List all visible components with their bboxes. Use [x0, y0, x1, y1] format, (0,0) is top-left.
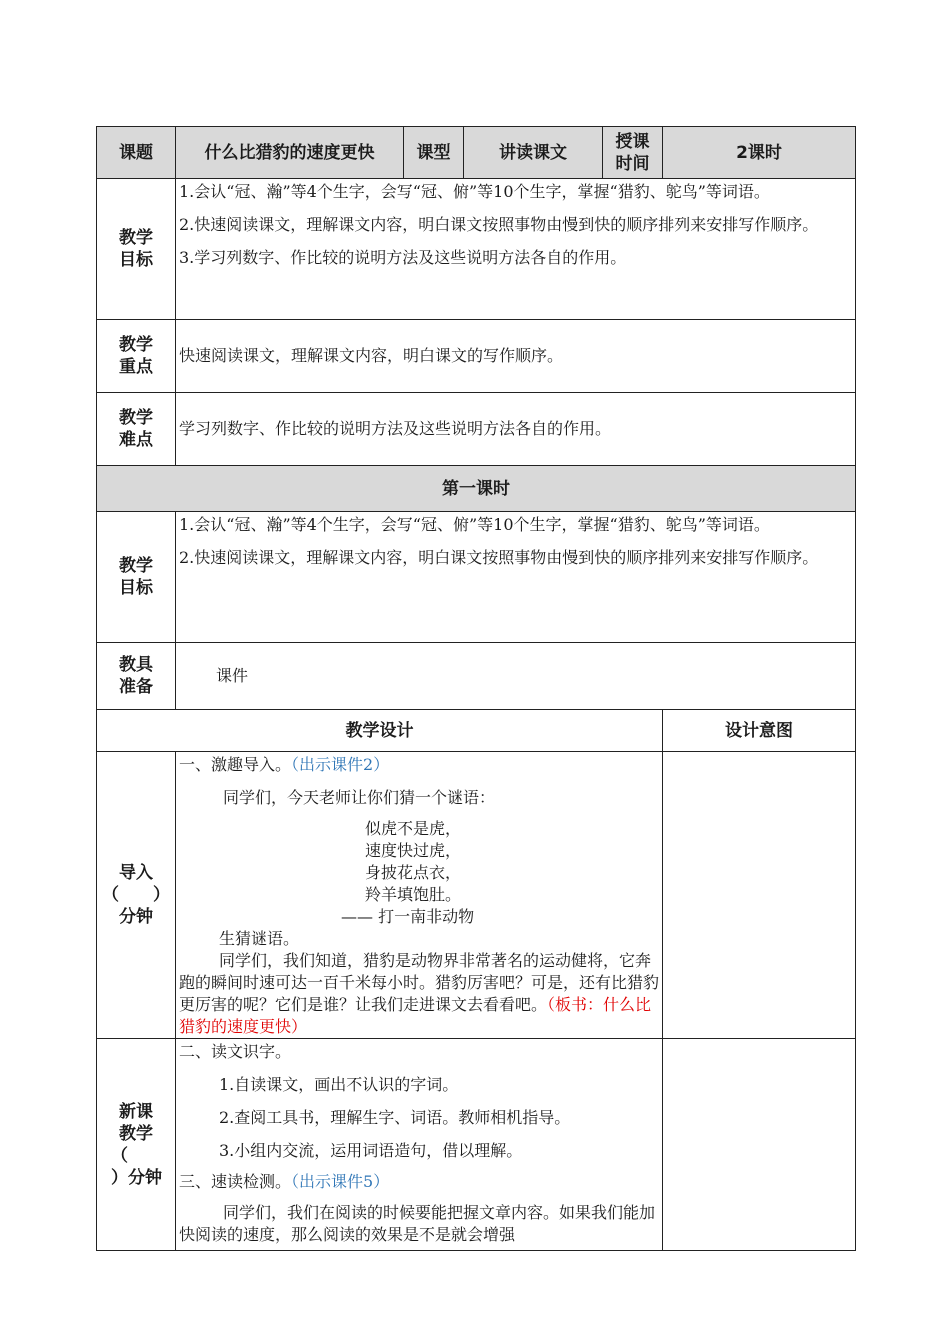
intro-content — [176, 752, 663, 1039]
intro-label-line2: （ ） — [102, 885, 170, 905]
intro-para-text: 同学们，我们知道，猎豹是动物界非常著名的运动健将，它奔跑的瞬间时速可达一百千米每小时。猎豹厉害吧？可是，还有比猎豹更厉害的呢？它们是谁？让我们走进课文去看看吧。 — [179, 951, 660, 1014]
difficulties-label — [97, 393, 176, 466]
new-lesson-intent — [663, 1039, 856, 1251]
time-label-line2: 时间 — [615, 153, 650, 174]
time-value: 2课时 — [663, 127, 856, 179]
goals-row — [97, 179, 856, 320]
riddle-line: 羚羊填饱肚。 — [365, 885, 462, 904]
time-label-line1: 授课 — [615, 131, 650, 152]
goal-item: 2.快速阅读课文，理解课文内容，明白课文按照事物由慢到快的顺序排列来安排写作顺序。 — [179, 548, 819, 567]
new-lesson-paragraph: 同学们，我们在阅读的时候要能把握文章内容。如果我们能加快阅读的速度，那么阅读的效果是不是就会增强 — [179, 1203, 656, 1244]
topic-title: 什么比猎豹的速度更快 — [176, 127, 404, 179]
goals-label — [97, 179, 176, 320]
first-goals-content — [176, 512, 856, 643]
riddle-line: 速度快过虎， — [365, 841, 462, 860]
design-header-row — [97, 710, 856, 752]
new-lesson-content — [176, 1039, 663, 1251]
intro-intent — [663, 752, 856, 1039]
goal-item: 1.会认“冠、瀚”等4个生字，会写“冠、俯”等10个生字，掌握“猎豹、鸵鸟”等词语。 — [179, 182, 770, 201]
new-lesson-label-line4: ）分钟 — [111, 1167, 162, 1188]
first-lesson-title: 第一课时 — [97, 466, 856, 512]
intro-guess: 生猜谜语。 — [219, 929, 300, 948]
design-col-title: 教学设计 — [97, 710, 663, 752]
goals-label-line1: 教学 — [119, 228, 153, 248]
tools-label-line1: 教具 — [119, 655, 153, 675]
new-lesson-label-line3: （ — [111, 1145, 128, 1166]
key-points-text: 快速阅读课文，理解课文内容，明白课文的写作顺序。 — [176, 320, 856, 393]
intro-heading-note: （出示课件2） — [291, 755, 390, 774]
tools-row — [97, 643, 856, 710]
first-goals-label — [97, 512, 176, 643]
riddle-block — [179, 818, 660, 928]
key-points-label-line2: 重点 — [119, 357, 153, 377]
heading2-text: 三、速读检测。 — [179, 1172, 292, 1191]
goal-item: 1.会认“冠、瀚”等4个生字，会写“冠、俯”等10个生字，掌握“猎豹、鸵鸟”等词语。 — [179, 515, 770, 534]
riddle-hint: —— 打一南非动物 — [341, 907, 475, 926]
intro-heading — [179, 754, 660, 776]
intro-label-line3: 分钟 — [119, 907, 153, 927]
new-lesson-heading: 二、读文识字。 — [179, 1042, 292, 1061]
key-points-label-line1: 教学 — [119, 335, 153, 355]
intent-col-title: 设计意图 — [663, 710, 856, 752]
goals-label-line2: 目标 — [119, 250, 153, 270]
goals-content — [176, 179, 856, 320]
new-lesson-row — [97, 1039, 856, 1251]
lesson-plan-table — [96, 126, 856, 1251]
step-item: 1.自读课文，画出不认识的字词。 — [219, 1075, 459, 1094]
difficulties-label-line1: 教学 — [119, 408, 153, 428]
time-label — [603, 127, 663, 179]
new-lesson-label — [97, 1039, 176, 1251]
goal-item: 2.快速阅读课文，理解课文内容，明白课文按照事物由慢到快的顺序排列来安排写作顺序。 — [179, 215, 819, 234]
goal-item: 3.学习列数字、作比较的说明方法及这些说明方法各自的作用。 — [179, 248, 627, 267]
intro-label-line1: 导入 — [119, 863, 153, 883]
type-value: 讲读课文 — [464, 127, 603, 179]
first-lesson-row — [97, 466, 856, 512]
intro-lead: 同学们，今天老师让你们猜一个谜语： — [223, 788, 496, 807]
step-item: 3.小组内交流，运用词语造句，借以理解。 — [219, 1141, 523, 1160]
new-lesson-label-line1: 新课 — [119, 1101, 153, 1122]
riddle-line: 似虎不是虎， — [365, 819, 462, 838]
key-points-label — [97, 320, 176, 393]
new-lesson-heading2 — [179, 1171, 660, 1193]
new-lesson-label-line2: 教学 — [119, 1123, 153, 1144]
difficulties-label-line2: 难点 — [119, 430, 153, 450]
tools-label — [97, 643, 176, 710]
intro-heading-text: 一、激趣导入。 — [179, 755, 292, 774]
intro-board-note: （板书：什么比猎豹的速度更快） — [179, 995, 652, 1036]
first-goals-label-line2: 目标 — [119, 578, 153, 598]
tools-text: 课件 — [176, 643, 856, 710]
key-points-row — [97, 320, 856, 393]
topic-label: 课题 — [97, 127, 176, 179]
type-label: 课型 — [404, 127, 464, 179]
first-lesson-goals-row — [97, 512, 856, 643]
riddle-line: 身披花点衣， — [365, 863, 462, 882]
difficulties-text: 学习列数字、作比较的说明方法及这些说明方法各自的作用。 — [176, 393, 856, 466]
new-lesson-inner — [179, 1041, 660, 1249]
header-row — [97, 127, 856, 179]
heading2-note: （出示课件5） — [291, 1172, 390, 1191]
step-item: 2.查阅工具书，理解生字、词语。教师相机指导。 — [219, 1108, 571, 1127]
difficulties-row — [97, 393, 856, 466]
intro-label — [97, 752, 176, 1039]
intro-paragraph — [179, 950, 660, 1038]
first-goals-label-line1: 教学 — [119, 556, 153, 576]
intro-row — [97, 752, 856, 1039]
tools-label-line2: 准备 — [119, 677, 153, 697]
